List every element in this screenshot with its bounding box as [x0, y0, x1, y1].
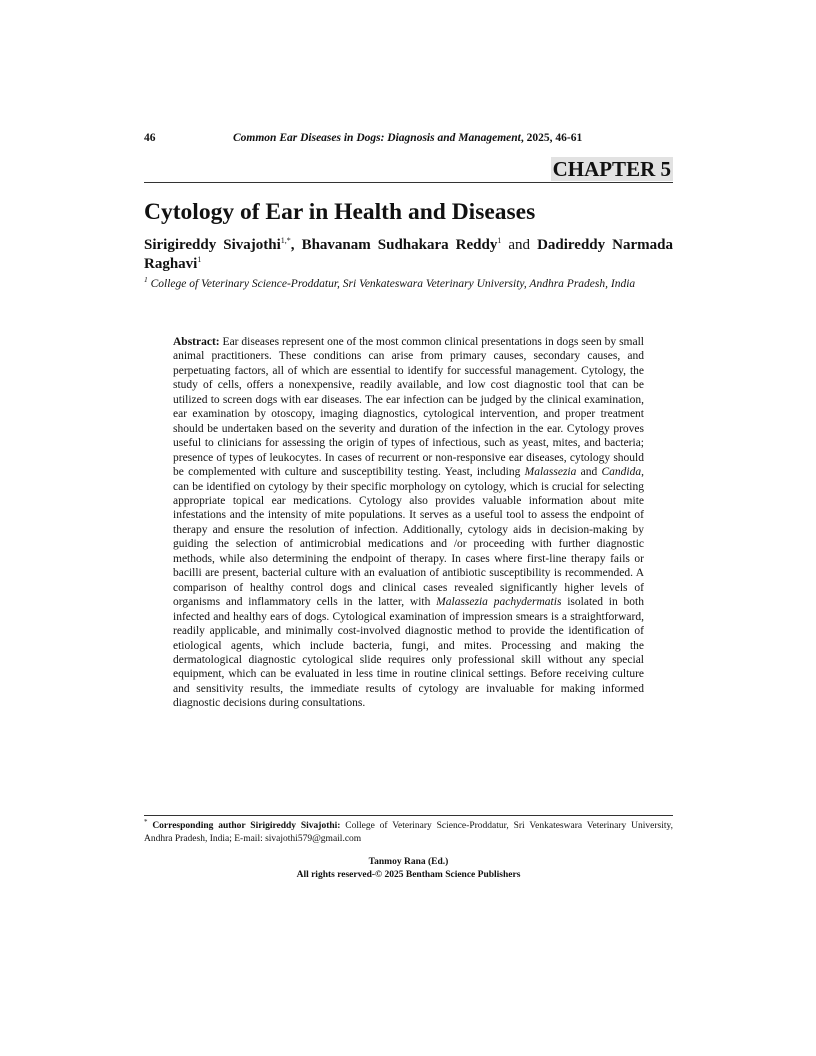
running-header: [233, 132, 582, 144]
abstract: [173, 335, 644, 711]
chapter-title: Cytology of Ear in Health and Diseases: [144, 199, 536, 225]
book-title: Common Ear Diseases in Dogs: Diagnosis and Management: [233, 132, 521, 144]
abstract-label: Abstract:: [173, 336, 220, 348]
abstract-text: isolated in both infected and healthy ears of dogs. Cytological examination of impression smears is a straightforward, readily applicable, and minimally cost-involved diagnostic method to provide the identification of etiological agents, which include bacteria, fungi, and mites. Processing and making the dermatological diagnostic cytological slide requires only professional skill without any special equipment, which can be evaluated in less time in routine clinical settings. Before receiving culture and sensitivity results, the immediate results of cytology are invaluable for making informed diagnostic decisions during consultations.: [173, 596, 644, 710]
author-list: [144, 236, 673, 274]
rights-line: All rights reserved-© 2025 Bentham Science Publishers: [296, 870, 521, 880]
page-number: 46: [144, 132, 156, 144]
author-separator: and: [501, 237, 538, 253]
abstract-text: and: [576, 466, 602, 479]
publisher-footer: [144, 856, 673, 882]
author-separator: ,: [290, 237, 302, 253]
author-affiliation-mark: 1: [197, 255, 202, 264]
footnote-rule: [144, 815, 673, 816]
footnote-label: Corresponding author Sirigireddy Sivajothi:: [147, 821, 341, 831]
year-pages: , 2025, 46-61: [520, 132, 583, 144]
author-name: Dadireddy Narmada Raghavi: [144, 237, 674, 272]
chapter-label: CHAPTER 5: [552, 157, 671, 181]
footnote-text: College of Veterinary Science-Proddatur, Sri Venkateswara Veterinary University, Andhra Pradesh, India; E-mail: sivajothi579@gmail.com: [144, 821, 673, 844]
author-name: Sirigireddy Sivajothi: [144, 237, 281, 253]
abstract-italic-term: Malassezia: [524, 466, 577, 479]
chapter-rule: [144, 182, 673, 183]
footnote-mark: *: [144, 817, 148, 826]
editor-line: Tanmoy Rana (Ed.): [368, 857, 449, 867]
author-affiliation-mark: 1: [497, 236, 502, 245]
affiliation-mark: 1: [144, 275, 148, 285]
author-name: Bhavanam Sudhakara Reddy: [301, 237, 498, 253]
abstract-text: Ear diseases represent one of the most common clinical presentations in dogs seen by small animal practitioners. These conditions can arise from primary causes, secondary causes, and perpetuating factors, all of which are essential to identify for successful management. Cytology, the study of cells, offers a nonexpensive, readily available, and low cost diagnostic tool that can be utilized to screen dogs with ear diseases. The ear infection can be judged by the clinical examination, ear examination by otoscopy, imaging diagnostics, cytological intervention, and proper treatment should be undertaken based on the severity and duration of the infection in the ear. Cytology proves useful to clinicians for assessing the origin of types of infectious, such as yeast, mites, and bacteria; presence of types of leukocytes. In cases of recurrent or non-responsive ear diseases, cytology should be complemented with culture and susceptibility testing. Yeast, including: [173, 336, 644, 479]
affiliation-text: College of Veterinary Science-Proddatur, Sri Venkateswara Veterinary University, Andhra Pradesh, India: [147, 278, 636, 290]
corresponding-author-footnote: [144, 817, 673, 846]
abstract-italic-term: Candida: [601, 466, 642, 479]
affiliation: [144, 277, 673, 292]
abstract-text: , can be identified on cytology by their specific morphology on cytology, which is crucial for selecting appropriate topical ear medications. Cytology also provides valuable information about mite infestations and the intensity of mite populations. It serves as a useful tool to assess the endpoint of therapy and ensure the resolution of infection. Additionally, cytology aids in decision-making by guiding the selection of antimicrobial medications and /or proceeding with further diagnostic methods, while also determining the endpoint of therapy. In cases where first-line therapy fails or bacilli are present, bacterial culture with an evaluation of antibiotic susceptibility is recommended. A comparison of healthy control dogs and clinical cases revealed significantly higher levels of organisms and inflammatory cells in the latter, with: [173, 466, 644, 609]
abstract-italic-term: Malassezia pachydermatis: [436, 596, 562, 609]
author-affiliation-mark: 1,*: [280, 236, 291, 245]
